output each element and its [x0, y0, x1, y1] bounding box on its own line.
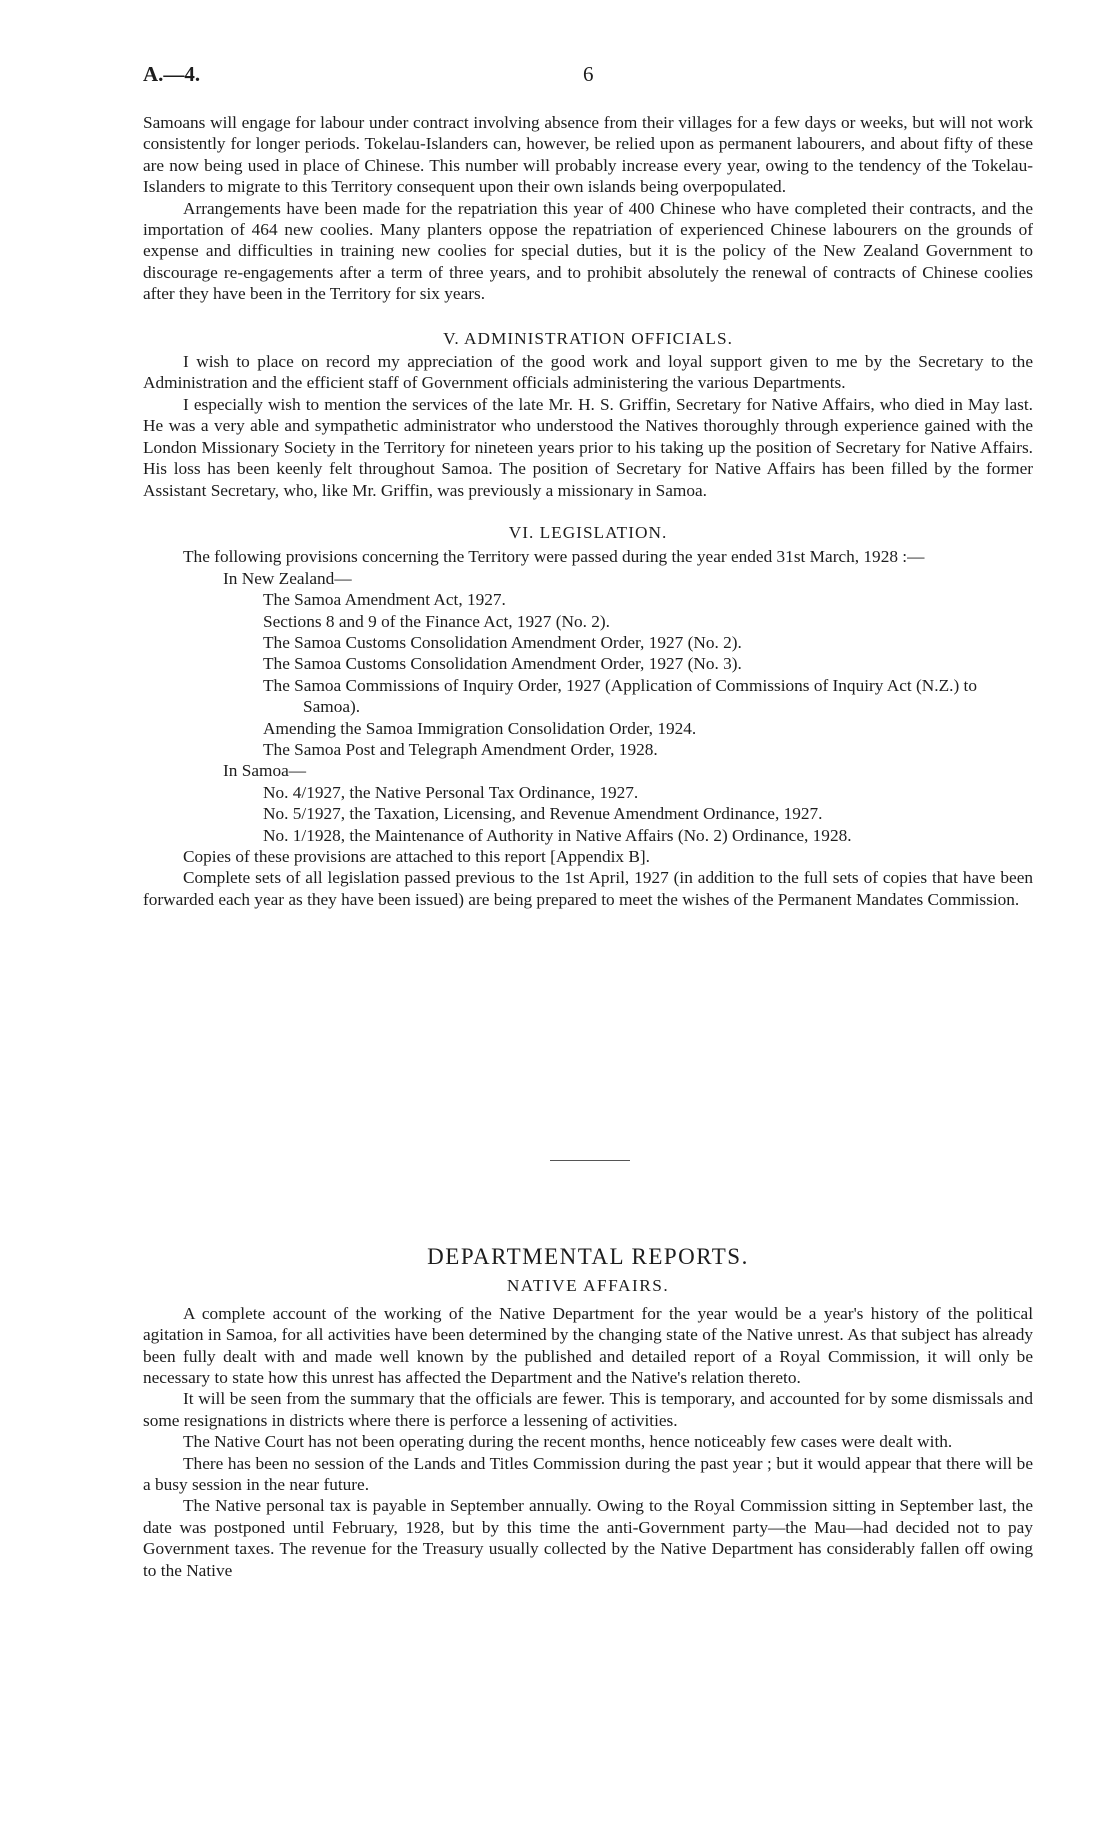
list-label-new-zealand: In New Zealand— [223, 568, 352, 588]
paragraph: I wish to place on record my appreciation of the good work and loyal support given to me by the Secretary to the Administration and the efficient staff of Government officials administering the various Departments. [143, 352, 1033, 393]
list-label-samoa: In Samoa— [223, 761, 307, 781]
section-heading-legislation: VI. LEGISLATION. [508, 522, 668, 542]
departmental-title: DEPARTMENTAL REPORTS. [427, 1244, 749, 1269]
main-text [143, 112, 1033, 910]
paragraph: Samoans will engage for labour under contract involving absence from their villages for a few days or weeks, but will not work consistently for longer periods. Tokelau-Islanders can, however, be relied upon as permanent labourers, and about fifty of these are now being used in place of Chinese. This number will probably increase every year, owing to the tendency of the Tokelau-Islanders to migrate to this Territory consequent upon their own islands being overpopulated. [143, 113, 1033, 197]
page-header [143, 62, 1033, 92]
paragraph: The Native personal tax is payable in September annually. Owing to the Royal Commission sitting in September last, the date was postponed until February, 1928, but by this time the anti-Government party—the Mau—had decided not to pay Government taxes. The revenue for the Treasury usually collected by the Native Department has considerably fallen off owing to the Native [143, 1496, 1033, 1580]
list-item: The Samoa Amendment Act, 1927. [263, 590, 506, 610]
paragraph: The Native Court has not been operating during the recent months, hence noticeably few cases were dealt with. [183, 1432, 953, 1452]
paragraph: Arrangements have been made for the repatriation this year of 400 Chinese who have completed their contracts, and the importation of 464 new coolies. Many planters oppose the repatriation of experienced Chinese labourers on the grounds of expense and difficulties in training new coolies for special duties, but it is the policy of the New Zealand Government to discourage re-engagements after a term of three years, and to prohibit absolutely the renewal of contracts of Chinese coolies after they have been in the Territory for six years. [143, 198, 1033, 304]
paragraph: It will be seen from the summary that the officials are fewer. This is temporary, and accounted for by some dismissals and some resignations in districts where there is perforce a lessening of activities. [143, 1389, 1033, 1430]
paragraph: Copies of these provisions are attached to this report [Appendix B]. [183, 847, 650, 866]
list-item: The Samoa Customs Consolidation Amendment Order, 1927 (No. 2). [263, 632, 742, 652]
paragraph: I especially wish to mention the services of the late Mr. H. S. Griffin, Secretary for Native Affairs, who died in May last. He was a very able and sympathetic administrator who understood the Natives thoroughly through experience gained with the London Missionary Society in the Territory for nineteen years prior to his taking up the position of Secretary for Native Affairs. His loss has been keenly felt throughout Samoa. The position of Secretary for Native Affairs has been filled by the former Assistant Secretary, who, like Mr. Griffin, was previously a missionary in Samoa. [143, 394, 1033, 500]
list-item: The Samoa Customs Consolidation Amendment Order, 1927 (No. 3). [263, 654, 742, 674]
paragraph: Complete sets of all legislation passed previous to the 1st April, 1927 (in addition to the full sets of copies that have been forwarded each year as they have been issued) are being prepared to meet the wishes of the Permanent Mandates Commission. [143, 868, 1033, 909]
list-item: The Samoa Commissions of Inquiry Order, 1927 (Application of Commissions of Inquiry Act (N.Z.) to Samoa). [263, 675, 977, 717]
list-item: No. 4/1927, the Native Personal Tax Ordinance, 1927. [263, 782, 639, 802]
list-item: The Samoa Post and Telegraph Amendment Order, 1928. [263, 739, 658, 759]
departmental-subtitle: NATIVE AFFAIRS. [506, 1276, 670, 1296]
section-heading-officials: V. ADMINISTRATION OFFICIALS. [443, 328, 733, 348]
list-item: Sections 8 and 9 of the Finance Act, 1927 (No. 2). [263, 611, 610, 631]
paragraph: There has been no session of the Lands and Titles Commission during the past year ; but it would appear that there will be a busy session in the near future. [143, 1453, 1033, 1495]
list-item: No. 1/1928, the Maintenance of Authority in Native Affairs (No. 2) Ordinance, 1928. [263, 825, 852, 845]
list-item: No. 5/1927, the Taxation, Licensing, and Revenue Amendment Ordinance, 1927. [263, 804, 823, 824]
paragraph: The following provisions concerning the Territory were passed during the year ended 31st March, 1928 :— [183, 547, 925, 567]
paragraph: A complete account of the working of the Native Department for the year would be a year's history of the political agitation in Samoa, for all activities have been determined by the changing state of the Native unrest. As that subject has already been fully dealt with and made well known by the published and detailed report of a Royal Commission, it will only be necessary to state how this unrest has affected the Department and the Native's relation thereto. [143, 1303, 1033, 1388]
section-divider [550, 1160, 630, 1161]
departmental-reports [143, 1246, 1033, 1581]
page-number: 6 [583, 62, 594, 86]
list-item: Amending the Samoa Immigration Consolidation Order, 1924. [263, 718, 697, 738]
document-code: A.—4. [143, 62, 201, 86]
